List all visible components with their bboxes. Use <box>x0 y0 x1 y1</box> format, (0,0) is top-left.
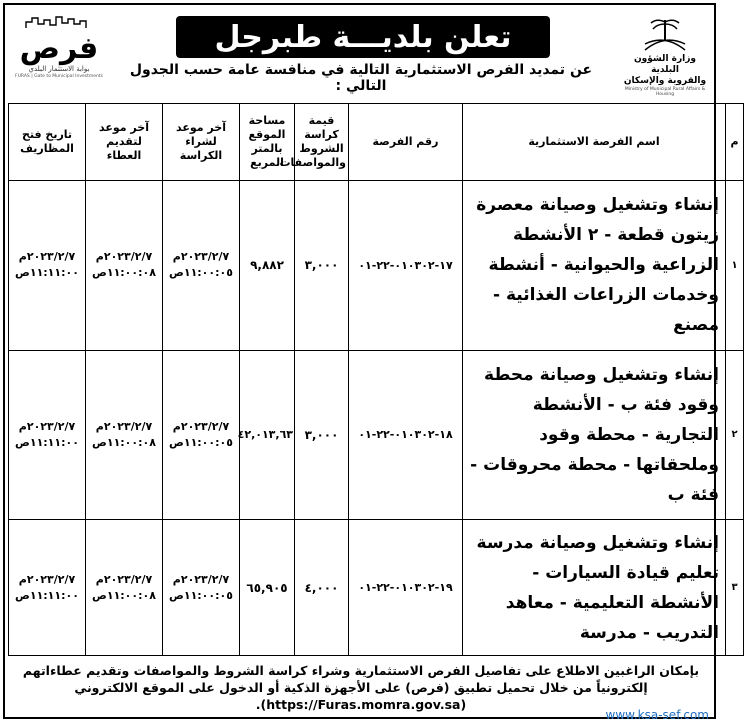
row-submit-deadline <box>86 350 163 520</box>
row-name: إنشاء وتشغيل وصيانة مدرسة تعليم قيادة السيارات - الأنشطة التعليمية - معاهد التدريب - مدرسة <box>463 520 726 656</box>
row-buy-deadline <box>163 520 240 656</box>
row-open-date <box>9 350 86 520</box>
header-code: رقم الفرصة <box>349 104 463 181</box>
footer-note: بإمكان الراغبين الاطلاع على تفاصيل الفرص الاستثمارية وشراء كراسة الشروط والمواصفات وتقديم عطاءاتهم إلكترونياً من خلال تحميل تطبيق (فرص) على الأجهزة الذكية أو الدخول على الموقع الالكتروني (https://Furas.momra.gov.sa). <box>22 663 700 712</box>
open-time: ١١:١١:٠٠ص <box>15 435 79 449</box>
page-title: تعلن بلديـــة طبرجل <box>214 19 512 55</box>
opportunities-table <box>8 103 744 656</box>
header-area: مساحة الموقع بالمتر المربع <box>240 104 295 181</box>
row-submit-deadline <box>86 520 163 656</box>
row-price: ٤,٠٠٠ <box>295 520 349 656</box>
table-row <box>9 520 744 656</box>
header-buy-deadline: آخر موعد لشراء الكراسة <box>163 104 240 181</box>
row-num: ١ <box>726 181 744 351</box>
submit-date: ٢٠٢٣/٢/٧م <box>95 250 153 264</box>
row-code: ١٧-٠١٠٣٠٢-٢٢-٠١ <box>349 181 463 351</box>
row-num: ٣ <box>726 520 744 656</box>
header-open-date: تاريخ فتح المظاريف <box>9 104 86 181</box>
header-num: م <box>726 104 744 181</box>
furas-logo-text: فرص <box>19 31 99 66</box>
buy-date: ٢٠٢٣/٢/٧م <box>172 572 230 586</box>
row-area: ٦٥,٩٠٥ <box>240 520 295 656</box>
furas-subtitle-en: FURAS | Gate to Municipal Investments <box>15 74 103 79</box>
open-date: ٢٠٢٣/٢/٧م <box>18 419 76 433</box>
row-buy-deadline <box>163 181 240 351</box>
buy-time: ١١:٠٠:٠٥ص <box>169 435 233 449</box>
header-price: قيمة كراسة الشروط والمواصفات <box>295 104 349 181</box>
table-header-row <box>9 104 744 181</box>
submit-time: ١١:٠٠:٠٨ص <box>92 266 156 280</box>
row-area: ٤٢,٠١٣,٦٣ <box>240 350 295 520</box>
row-name: إنشاء وتشغيل وصيانة محطة وقود فئة ب - الأنشطة التجارية - محطة وقود وملحقاتها - محطة محروقات - فئة ب <box>463 350 726 520</box>
row-area: ٩,٨٨٢ <box>240 181 295 351</box>
buy-time: ١١:٠٠:٠٥ص <box>169 588 233 602</box>
buy-date: ٢٠٢٣/٢/٧م <box>172 250 230 264</box>
submit-time: ١١:٠٠:٠٨ص <box>92 588 156 602</box>
row-buy-deadline <box>163 350 240 520</box>
row-num: ٢ <box>726 350 744 520</box>
page-subtitle: عن تمديد الفرص الاستثمارية التالية في منافسة عامة حسب الجدول التالي : <box>129 62 593 94</box>
ministry-name-line1: وزارة الشؤون البلدية <box>633 54 697 75</box>
row-price: ٣,٠٠٠ <box>295 350 349 520</box>
palm-swords-emblem-icon <box>635 14 695 54</box>
ministry-logo <box>621 14 709 97</box>
open-date: ٢٠٢٣/٢/٧م <box>18 572 76 586</box>
title-banner <box>176 16 550 58</box>
row-code: ١٩-٠١٠٣٠٢-٢٢-٠١ <box>349 520 463 656</box>
watermark: www.ksa-sef.com <box>605 708 709 722</box>
row-open-date <box>9 181 86 351</box>
ministry-name-line2: والقروية والإسكان <box>623 76 707 86</box>
row-submit-deadline <box>86 181 163 351</box>
header-name: اسم الفرصة الاستثمارية <box>463 104 726 181</box>
open-date: ٢٠٢٣/٢/٧م <box>18 250 76 264</box>
submit-date: ٢٠٢٣/٢/٧م <box>95 419 153 433</box>
submit-time: ١١:٠٠:٠٨ص <box>92 435 156 449</box>
table-row <box>9 181 744 351</box>
open-time: ١١:١١:٠٠ص <box>15 588 79 602</box>
buy-date: ٢٠٢٣/٢/٧م <box>172 419 230 433</box>
row-code: ١٨-٠١٠٣٠٢-٢٢-٠١ <box>349 350 463 520</box>
table-row <box>9 350 744 520</box>
furas-logo <box>14 14 104 79</box>
submit-date: ٢٠٢٣/٢/٧م <box>95 572 153 586</box>
row-price: ٣,٠٠٠ <box>295 181 349 351</box>
furas-subtitle: بوابة الاستثمار البلدي <box>28 65 90 73</box>
header-submit-deadline: آخر موعد لتقديم العطاء <box>86 104 163 181</box>
open-time: ١١:١١:٠٠ص <box>15 266 79 280</box>
skyline-icon <box>24 15 94 29</box>
row-name: إنشاء وتشغيل وصيانة معصرة زيتون قطعة - ٢ الأنشطة الزراعية والحيوانية - أنشطة وخدمات الزراعات الغذائية - مصنع <box>463 181 726 351</box>
buy-time: ١١:٠٠:٠٥ص <box>169 266 233 280</box>
row-open-date <box>9 520 86 656</box>
ministry-name-en: Ministry of Municipal Rural Affairs & Housing <box>624 87 706 97</box>
